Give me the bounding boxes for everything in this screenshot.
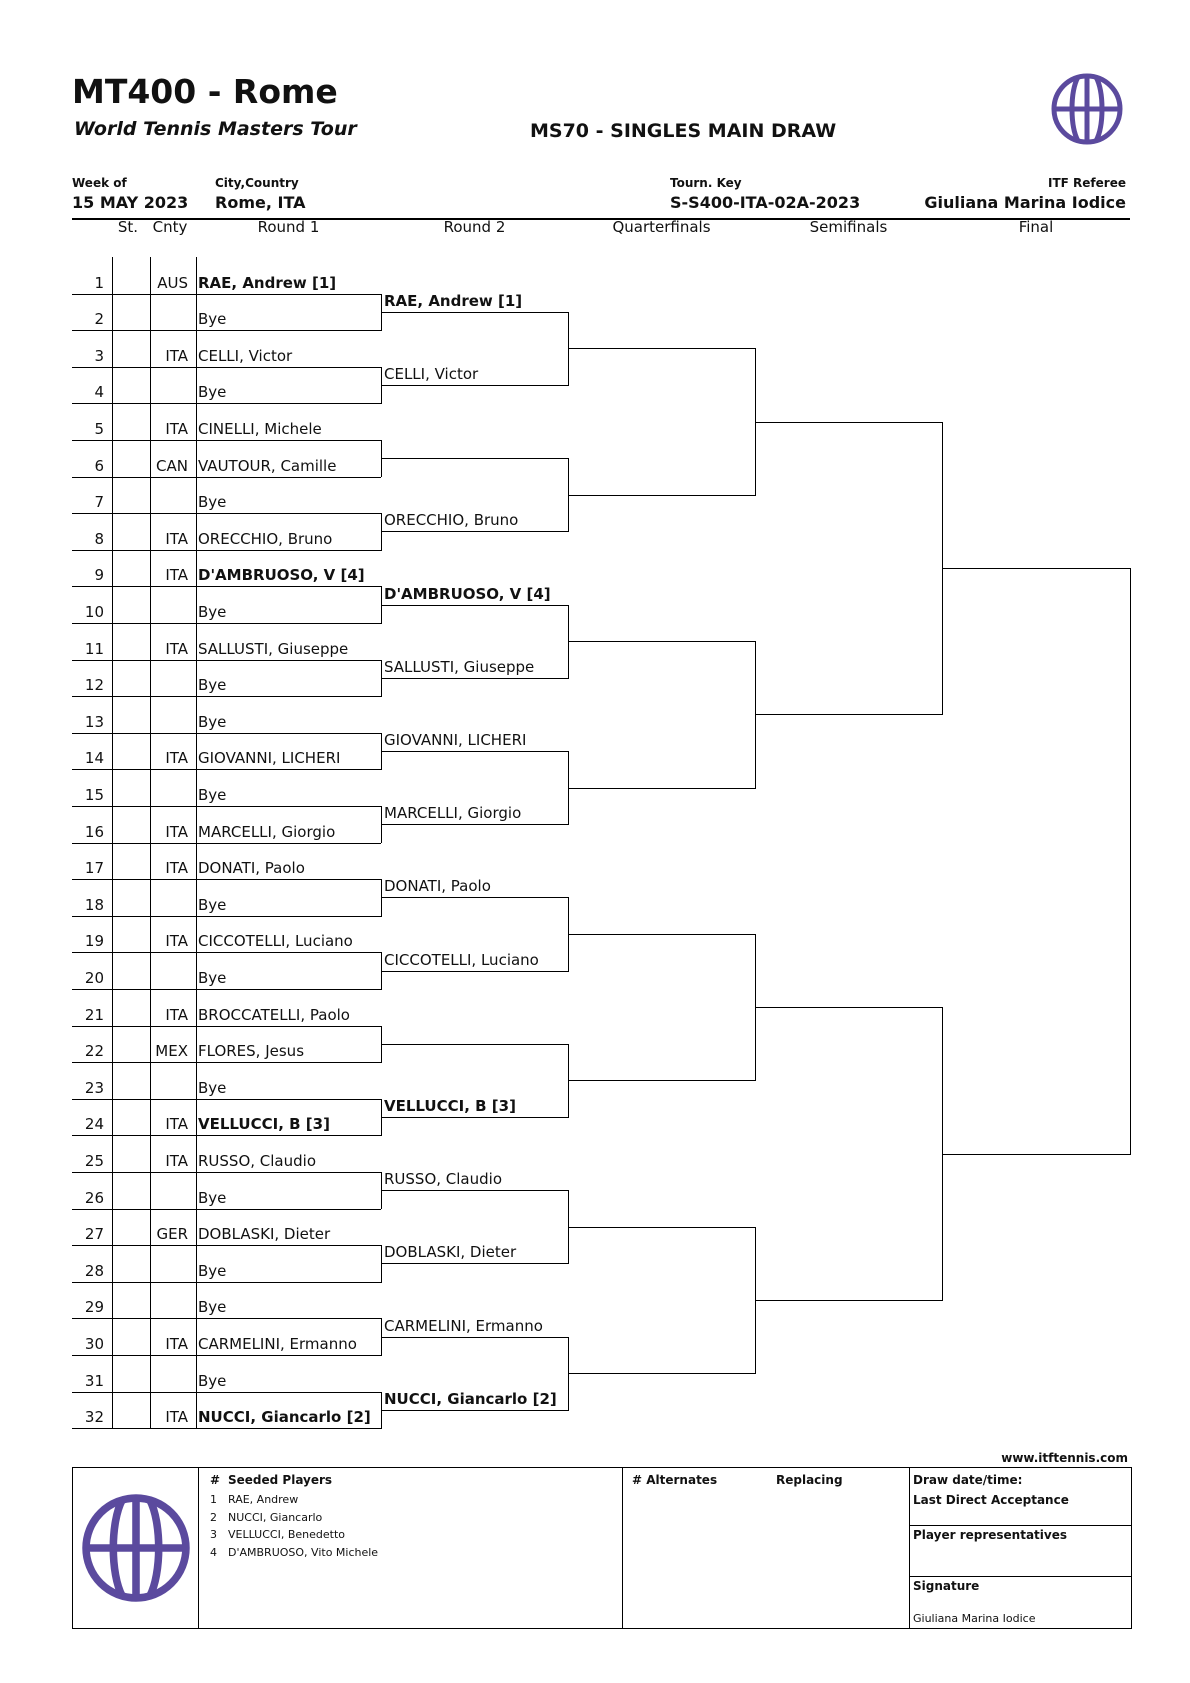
col-header-quarterfinals: Quarterfinals <box>612 218 711 236</box>
r1-row-line <box>72 1428 381 1429</box>
r1-player-name: Bye <box>198 1261 227 1280</box>
r2-line <box>381 751 568 752</box>
col-header-round2: Round 2 <box>443 218 506 236</box>
seed-number: 4 <box>210 1545 217 1559</box>
r1-player-name: CARMELINI, Ermanno <box>198 1334 357 1353</box>
entry-country: ITA <box>165 529 188 548</box>
final-line <box>942 568 1130 569</box>
r1-column-divider <box>196 513 197 551</box>
seed-player-name: RAE, Andrew <box>228 1493 299 1506</box>
r2-player-name: D'AMBRUOSO, V [4] <box>384 584 551 603</box>
player-reps-label: Player representatives <box>913 1528 1068 1542</box>
st-column-divider <box>112 403 113 441</box>
r1-row-line <box>72 1062 381 1063</box>
r1-row-line <box>72 660 381 661</box>
cnty-column-divider <box>150 403 151 441</box>
r2-line <box>381 678 568 679</box>
qf-line <box>568 641 755 642</box>
referee-value: Giuliana Marina Iodice <box>924 193 1126 212</box>
st-column-divider <box>112 1172 113 1210</box>
cnty-column-divider <box>150 1282 151 1320</box>
st-column-divider <box>112 1026 113 1064</box>
city-label: City,Country <box>215 176 299 190</box>
r2-line <box>381 312 568 313</box>
r2-player-name: CICCOTELLI, Luciano <box>384 950 539 969</box>
seed-player-name: D'AMBRUOSO, Vito Michele <box>228 1545 379 1559</box>
r2-line <box>381 458 568 459</box>
entry-number: 19 <box>84 932 104 951</box>
entry-number: 24 <box>84 1115 104 1134</box>
entry-country: GER <box>156 1225 188 1244</box>
col-header-semifinals: Semifinals <box>809 218 888 236</box>
tournament-title: MT400 - Rome <box>72 72 338 111</box>
r2-line <box>381 605 568 606</box>
r1-row-line <box>72 440 381 441</box>
entry-number: 25 <box>84 1151 104 1170</box>
entry-country: ITA <box>165 1334 188 1353</box>
entry-number: 14 <box>84 749 104 768</box>
entry-number: 2 <box>94 310 104 329</box>
entry-country: ITA <box>165 419 188 438</box>
qf-line <box>568 348 755 349</box>
sf-line <box>755 714 942 715</box>
r2-line <box>381 971 568 972</box>
r2-line <box>381 1044 568 1045</box>
st-column-divider <box>112 1099 113 1137</box>
r1-column-divider <box>196 403 197 441</box>
r2-player-name: NUCCI, Giancarlo [2] <box>384 1389 557 1408</box>
cnty-column-divider <box>150 1392 151 1430</box>
st-column-divider <box>112 879 113 917</box>
r2-player-name: DOBLASKI, Dieter <box>384 1243 517 1262</box>
cnty-column-divider <box>150 477 151 515</box>
seeded-players-label: Seeded Players <box>228 1473 333 1487</box>
week-value: 15 MAY 2023 <box>72 193 189 212</box>
entry-country: ITA <box>165 859 188 878</box>
entry-number: 21 <box>84 1005 104 1024</box>
cnty-column-divider <box>150 1318 151 1356</box>
r1-player-name: Bye <box>198 712 227 731</box>
r1-row-line <box>72 550 381 551</box>
entry-country: ITA <box>165 1005 188 1024</box>
cnty-column-divider <box>150 843 151 881</box>
r1-player-name: Bye <box>198 1298 227 1317</box>
r1-player-name: Bye <box>198 493 227 512</box>
sf-line <box>755 1300 942 1301</box>
r1-player-name: Bye <box>198 310 227 329</box>
st-column-divider <box>112 696 113 734</box>
r2-line <box>381 897 568 898</box>
r2-player-name: DONATI, Paolo <box>384 877 491 896</box>
r1-player-name: VAUTOUR, Camille <box>198 456 337 475</box>
st-column-divider <box>112 294 113 332</box>
r1-player-name: Bye <box>198 785 227 804</box>
qf-line <box>568 934 755 935</box>
st-column-divider <box>112 1355 113 1393</box>
r1-player-name: Bye <box>198 602 227 621</box>
replacing-label: Replacing <box>776 1473 843 1487</box>
r2-player-name: RAE, Andrew [1] <box>384 291 523 310</box>
r1-row-line <box>72 1026 381 1027</box>
entry-number: 20 <box>84 968 104 987</box>
st-column-divider <box>112 1209 113 1247</box>
r1-column-divider <box>196 1135 197 1173</box>
r2-line <box>381 824 568 825</box>
entry-number: 26 <box>84 1188 104 1207</box>
st-column-divider <box>112 660 113 698</box>
entry-country: ITA <box>165 1151 188 1170</box>
r1-column-divider <box>196 1355 197 1393</box>
cnty-column-divider <box>150 806 151 844</box>
entry-number: 31 <box>84 1371 104 1390</box>
r1-row-line <box>72 330 381 331</box>
r1-player-name: NUCCI, Giancarlo [2] <box>198 1408 371 1427</box>
tour-subtitle: World Tennis Masters Tour <box>74 118 357 140</box>
st-column-divider <box>112 367 113 405</box>
entry-number: 16 <box>84 822 104 841</box>
referee-label: ITF Referee <box>1048 176 1126 190</box>
alternates-label: # Alternates <box>632 1473 718 1487</box>
cnty-column-divider <box>150 1245 151 1283</box>
seed-player-name: VELLUCCI, Benedetto <box>228 1528 345 1541</box>
r2-player-name: MARCELLI, Giorgio <box>384 804 522 823</box>
r2-player-name: ORECCHIO, Bruno <box>384 511 519 530</box>
r1-column-divider <box>196 806 197 844</box>
cnty-column-divider <box>150 586 151 624</box>
cnty-column-divider <box>150 952 151 990</box>
website-link[interactable]: www.itftennis.com <box>1001 1451 1128 1465</box>
entry-number: 8 <box>94 529 104 548</box>
r1-row-line <box>72 1318 381 1319</box>
lda-label: Last Direct Acceptance <box>913 1493 1069 1507</box>
r1-column-divider <box>196 440 197 478</box>
col-header-final: Final <box>1018 218 1054 236</box>
r1-column-divider <box>196 1245 197 1283</box>
r1-column-divider <box>196 769 197 807</box>
entry-number: 6 <box>94 456 104 475</box>
col-header-round1: Round 1 <box>257 218 320 236</box>
footer-rule-2 <box>909 1576 1131 1577</box>
cnty-column-divider <box>150 696 151 734</box>
entry-country: ITA <box>165 566 188 585</box>
col-header-cnty: Cnty <box>152 218 188 236</box>
cnty-column-divider <box>150 1099 151 1137</box>
r1-column-divider <box>196 367 197 405</box>
st-column-divider <box>112 843 113 881</box>
st-column-divider <box>112 769 113 807</box>
r1-row-line <box>72 1099 381 1100</box>
r1-row-line <box>72 806 381 807</box>
r2-line <box>381 385 568 386</box>
entry-number: 13 <box>84 712 104 731</box>
r1-row-line <box>72 952 381 953</box>
r1-row-line <box>72 1392 381 1393</box>
qf-line <box>568 1227 755 1228</box>
r1-player-name: CICCOTELLI, Luciano <box>198 932 353 951</box>
st-column-divider <box>112 550 113 588</box>
st-column-divider <box>112 916 113 954</box>
entry-number: 22 <box>84 1042 104 1061</box>
r1-row-line <box>72 769 381 770</box>
tourn-key-label: Tourn. Key <box>670 176 742 190</box>
footer-divider-2 <box>622 1467 623 1629</box>
qf-line <box>568 788 755 789</box>
st-column-divider <box>112 257 113 295</box>
r1-column-divider <box>196 879 197 917</box>
cnty-column-divider <box>150 1026 151 1064</box>
r1-player-name: D'AMBRUOSO, V [4] <box>198 566 365 585</box>
r1-column-divider <box>196 989 197 1027</box>
st-column-divider <box>112 1318 113 1356</box>
footer-divider-1 <box>198 1467 199 1629</box>
r1-column-divider <box>196 1062 197 1100</box>
r1-player-name: FLORES, Jesus <box>198 1042 305 1061</box>
r1-column-divider <box>196 330 197 368</box>
final-match-connector <box>1130 568 1131 1155</box>
city-value: Rome, ITA <box>215 193 306 212</box>
entry-country: MEX <box>155 1042 188 1061</box>
r2-line <box>381 1190 568 1191</box>
r2-line <box>381 1263 568 1264</box>
r2-player-name: GIOVANNI, LICHERI <box>384 731 527 749</box>
r1-row-line <box>72 294 381 295</box>
entry-number: 32 <box>84 1408 104 1427</box>
r1-column-divider <box>196 1172 197 1210</box>
entry-number: 28 <box>84 1261 104 1280</box>
qf-line <box>568 1373 755 1374</box>
signature-label: Signature <box>913 1579 980 1593</box>
r1-row-line <box>72 733 381 734</box>
cnty-column-divider <box>150 367 151 405</box>
cnty-column-divider <box>150 623 151 661</box>
r1-player-name: Bye <box>198 1078 227 1097</box>
r1-row-line <box>72 1245 381 1246</box>
cnty-column-divider <box>150 769 151 807</box>
r1-row-line <box>72 843 381 844</box>
itf-logo-icon <box>1050 72 1124 146</box>
r1-player-name: GIOVANNI, LICHERI <box>198 749 341 768</box>
r1-row-line <box>72 1355 381 1356</box>
entry-number: 3 <box>94 346 104 365</box>
st-column-divider <box>112 1062 113 1100</box>
r2-line <box>381 531 568 532</box>
r2-player-name: CELLI, Victor <box>384 365 479 383</box>
seed-number: 3 <box>210 1528 217 1541</box>
tourn-key-value: S-S400-ITA-02A-2023 <box>670 193 861 212</box>
st-column-divider <box>112 623 113 661</box>
r1-column-divider <box>196 1026 197 1064</box>
r1-player-name: RUSSO, Claudio <box>198 1151 316 1170</box>
st-column-divider <box>112 440 113 478</box>
entry-number: 10 <box>84 602 104 621</box>
cnty-column-divider <box>150 1062 151 1100</box>
r2-player-name: RUSSO, Claudio <box>384 1170 502 1189</box>
entry-number: 9 <box>94 566 104 585</box>
r1-row-line <box>72 1209 381 1210</box>
sf-line <box>755 1007 942 1008</box>
entry-country: CAN <box>156 456 188 475</box>
r1-row-line <box>72 477 381 478</box>
cnty-column-divider <box>150 440 151 478</box>
entry-number: 11 <box>84 639 104 658</box>
entry-number: 18 <box>84 895 104 914</box>
st-column-divider <box>112 733 113 771</box>
signature-name: Giuliana Marina Iodice <box>913 1612 1036 1625</box>
entry-country: ITA <box>165 346 188 365</box>
st-column-divider <box>112 513 113 551</box>
r1-player-name: MARCELLI, Giorgio <box>198 822 336 841</box>
r1-row-line <box>72 916 381 917</box>
entry-number: 7 <box>94 493 104 512</box>
qf-line <box>568 495 755 496</box>
cnty-column-divider <box>150 257 151 295</box>
r1-column-divider <box>196 477 197 515</box>
r1-player-name: Bye <box>198 1371 227 1390</box>
seeded-hash: # <box>210 1473 221 1487</box>
r1-player-name: VELLUCCI, B [3] <box>198 1115 330 1134</box>
r1-player-name: DONATI, Paolo <box>198 859 305 878</box>
r1-column-divider <box>196 1099 197 1137</box>
st-column-divider <box>112 586 113 624</box>
r1-column-divider <box>196 843 197 881</box>
st-column-divider <box>112 1282 113 1320</box>
r1-column-divider <box>196 952 197 990</box>
cnty-column-divider <box>150 1135 151 1173</box>
r1-column-divider <box>196 1392 197 1430</box>
r1-player-name: Bye <box>198 895 227 914</box>
r1-player-name: Bye <box>198 676 227 695</box>
r1-column-divider <box>196 257 197 295</box>
st-column-divider <box>112 1135 113 1173</box>
r1-player-name: SALLUSTI, Giuseppe <box>198 639 349 658</box>
cnty-column-divider <box>150 733 151 771</box>
st-column-divider <box>112 477 113 515</box>
r2-line <box>381 1117 568 1118</box>
r1-row-line <box>72 513 381 514</box>
r1-row-line <box>72 989 381 990</box>
entry-number: 15 <box>84 785 104 804</box>
st-column-divider <box>112 952 113 990</box>
st-column-divider <box>112 1245 113 1283</box>
r1-player-name: Bye <box>198 968 227 987</box>
entry-number: 23 <box>84 1078 104 1097</box>
cnty-column-divider <box>150 916 151 954</box>
cnty-column-divider <box>150 1209 151 1247</box>
final-line <box>942 1154 1130 1155</box>
cnty-column-divider <box>150 1172 151 1210</box>
r2-player-name: CARMELINI, Ermanno <box>384 1316 543 1335</box>
r1-player-name: RAE, Andrew [1] <box>198 273 337 292</box>
cnty-column-divider <box>150 330 151 368</box>
st-column-divider <box>112 1392 113 1430</box>
entry-country: AUS <box>157 273 188 292</box>
entry-country: ITA <box>165 932 188 951</box>
st-column-divider <box>112 330 113 368</box>
itf-footer-logo-icon <box>80 1492 192 1604</box>
entry-country: ITA <box>165 639 188 658</box>
r1-player-name: Bye <box>198 1188 227 1207</box>
r1-row-line <box>72 367 381 368</box>
entry-country: ITA <box>165 749 188 768</box>
r1-column-divider <box>196 660 197 698</box>
entry-number: 12 <box>84 676 104 695</box>
r1-column-divider <box>196 586 197 624</box>
seed-player-name: NUCCI, Giancarlo <box>228 1510 323 1524</box>
entry-number: 4 <box>94 383 104 402</box>
cnty-column-divider <box>150 294 151 332</box>
st-column-divider <box>112 806 113 844</box>
r1-player-name: CINELLI, Michele <box>198 419 322 438</box>
seed-number: 2 <box>210 1510 217 1524</box>
entry-country: ITA <box>165 1115 188 1134</box>
r1-column-divider <box>196 623 197 661</box>
cnty-column-divider <box>150 550 151 588</box>
r1-column-divider <box>196 1282 197 1320</box>
r1-row-line <box>72 623 381 624</box>
r2-line <box>381 1337 568 1338</box>
r1-column-divider <box>196 550 197 588</box>
r1-player-name: CELLI, Victor <box>198 346 293 365</box>
r1-player-name: BROCCATELLI, Paolo <box>198 1005 350 1024</box>
entry-number: 1 <box>94 273 104 292</box>
entry-country: ITA <box>165 1408 188 1427</box>
week-label: Week of <box>72 176 127 190</box>
r2-player-name: VELLUCCI, B [3] <box>384 1097 516 1115</box>
r1-column-divider <box>196 733 197 771</box>
cnty-column-divider <box>150 660 151 698</box>
col-header-st: St. <box>117 218 139 236</box>
cnty-column-divider <box>150 1355 151 1393</box>
draw-title: MS70 - SINGLES MAIN DRAW <box>530 120 837 142</box>
r1-column-divider <box>196 916 197 954</box>
qf-line <box>568 1080 755 1081</box>
footer-rule-1 <box>909 1525 1131 1526</box>
sf-line <box>755 422 942 423</box>
r1-column-divider <box>196 294 197 332</box>
cnty-column-divider <box>150 989 151 1027</box>
entry-number: 5 <box>94 419 104 438</box>
st-column-divider <box>112 989 113 1027</box>
cnty-column-divider <box>150 879 151 917</box>
r1-column-divider <box>196 1318 197 1356</box>
r1-row-line <box>72 696 381 697</box>
r2-line <box>381 1410 568 1411</box>
r2-player-name: SALLUSTI, Giuseppe <box>384 657 535 676</box>
seed-number: 1 <box>210 1493 217 1506</box>
r1-player-name: DOBLASKI, Dieter <box>198 1225 331 1244</box>
entry-number: 29 <box>84 1298 104 1317</box>
r1-row-line <box>72 1135 381 1136</box>
r1-row-line <box>72 403 381 404</box>
draw-date-label: Draw date/time: <box>913 1473 1023 1487</box>
r1-player-name: ORECCHIO, Bruno <box>198 529 333 548</box>
entry-number: 30 <box>84 1334 104 1353</box>
entry-number: 27 <box>84 1225 104 1244</box>
r1-row-line <box>72 1172 381 1173</box>
r1-row-line <box>72 1282 381 1283</box>
entry-country: ITA <box>165 822 188 841</box>
r1-row-line <box>72 586 381 587</box>
footer-divider-3 <box>909 1467 910 1629</box>
r1-row-line <box>72 879 381 880</box>
r1-column-divider <box>196 696 197 734</box>
cnty-column-divider <box>150 513 151 551</box>
r1-column-divider <box>196 1209 197 1247</box>
entry-number: 17 <box>84 859 104 878</box>
r1-player-name: Bye <box>198 383 227 402</box>
